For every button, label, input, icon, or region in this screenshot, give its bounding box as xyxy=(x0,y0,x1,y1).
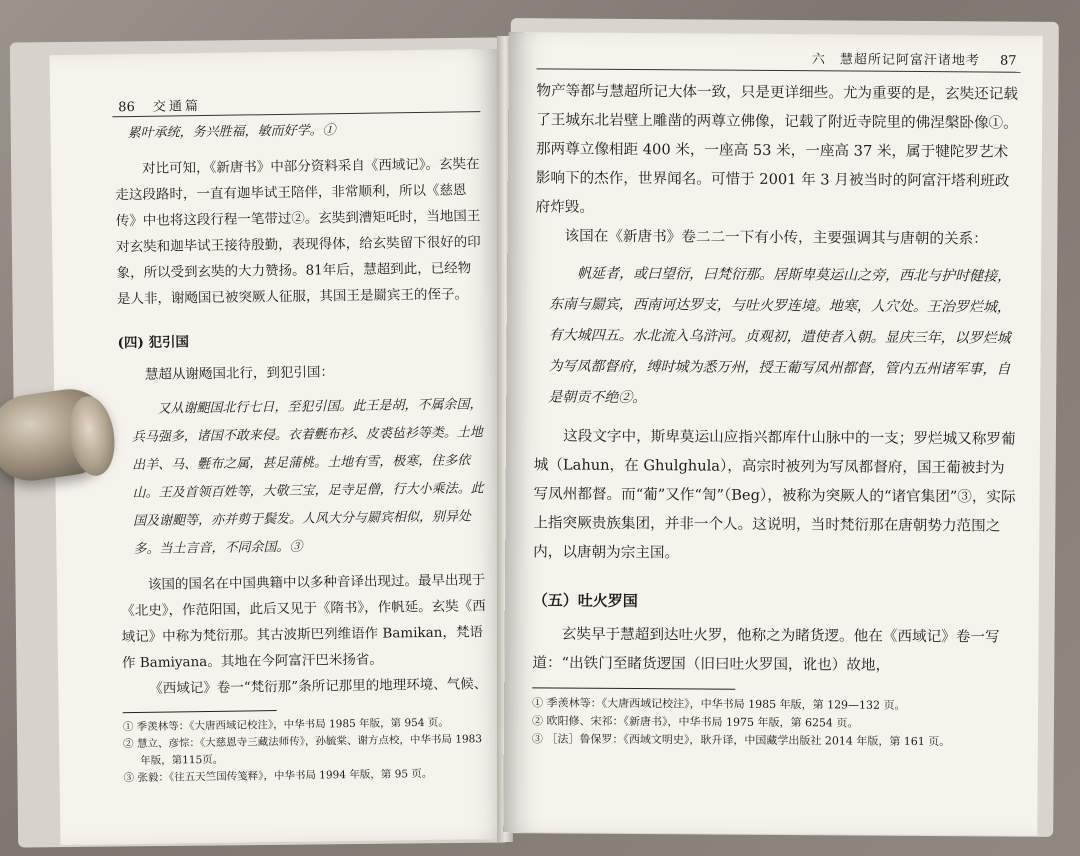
left-quote-block: 又从谢䫻国北行七日，至犯引国。此王是胡，不属余国，兵马强多，诸国不敢来侵。衣着氎布衫、皮裘毡衫等类。土地出羊、马、氎布之属，甚足蒲桃。土地有雪，极寒，住多依山。王及首领百姓等，大敬三宝，足寺足僧，行大小乘法。此国及谢䫻等，亦并剪于鬓发。人风大分与罽宾相似，别异处多。当土言音，不同余国。③ xyxy=(131,397,484,558)
left-paragraph-1: 对比可知，《新唐书》中部分资料采自《西域记》。玄奘在走这段路时，一直有迦毕试王陪伴，非常顺利，所以《慈恩传》中也将这段行程一笔带过②。玄奘到漕矩吒时，当地国王对玄奘和迦毕试王接待殷勤，表现得体，给玄奘留下很好的印象，所以受到玄奘的大力赞扬。81年后，慧超到此，已经物是人非，谢飏国已被突厥人征服，其国王是罽宾王的侄子。 xyxy=(115,156,481,308)
left-body xyxy=(114,115,489,787)
right-header-rule xyxy=(537,68,1021,72)
right-section-title: （五）吐火罗国 xyxy=(532,591,638,611)
right-paragraph-3: 这段文字中，斯卑莫运山应指兴都库什山脉中的一支；罗烂城又称罗葡城（Lahun，在 Ghulghula），高宗时被列为写凤都督府，国王葡被封为写凤州都督。而“葡”又作“訇”（Beg），被称为突厥人的“诸官集团”③，实际上指突厥贵族集团，并非一个人。这说明，当时梵衍那在唐朝势力范围之内，以唐朝为宗主国。 xyxy=(533,427,1016,562)
right-footnote-2: ② 欧阳修、宋祁：《新唐书》，中华书局 1975 年版，第 6254 页。 xyxy=(531,714,859,730)
right-page-number: 87 xyxy=(1000,53,1017,69)
left-footnote-rule xyxy=(123,710,277,713)
right-paragraph-1: 物产等都与慧超所记大体一致，只是更详细些。尤为重要的是，玄奘还记载了王城东北岩壁上雕凿的两尊立佛像，记载了附近寺院里的佛涅槃卧像①。那两尊立像相距 400 米，一座高 53 米，一座高 37 米，属于犍陀罗艺术影响下的杰作，世界闻名。可惜于 2001 年 3 月被当时的阿富汗塔利班政府炸毁。 xyxy=(535,82,1019,216)
left-page-number: 86 xyxy=(118,99,135,116)
right-paragraph-2: 该国在《新唐书》卷二二一下有小传，主要强调其与唐朝的关系： xyxy=(564,227,988,248)
left-paragraph-4: 《西域记》卷一“梵衍那”条所记那里的地理环境、气候、 xyxy=(149,676,488,697)
right-footnote-3: ③ ［法］鲁保罗：《西域文明史》，耿升译，中国藏学出版社 2014 年版，第 161 页。 xyxy=(531,732,951,749)
left-section-title: (四) 犯引国 xyxy=(117,334,190,352)
left-footnote-2: ② 慧立、彦悰：《大慈恩寺三藏法师传》，孙毓棠、谢方点校，中华书局 1983 年版，第115页。 xyxy=(123,733,483,767)
right-page xyxy=(503,32,1043,836)
right-footnote-1: ① 季羡林等：《大唐西域记校注》，中华书局 1985 年版，第 129—132 页。 xyxy=(532,696,906,712)
left-footnote-1: ① 季羡林等：《大唐西域记校注》，中华书局 1985 年版，第 954 页。 xyxy=(122,716,449,734)
left-paragraph-2: 慧超从谢飏国北行，到犯引国： xyxy=(144,364,335,383)
left-paragraph-3: 该国的国名在中国典籍中以多种音译出现过。最早出现于《北史》，作范阳国，此后又见于《隋书》，作帆延。玄奘《西域记》中称为梵衍那。其古波斯巴列维语作 Bamikan，梵语作 Bamiyana。其地在今阿富汗巴米扬省。 xyxy=(121,572,486,672)
left-page xyxy=(50,49,509,845)
left-page-header xyxy=(118,95,201,115)
right-paragraph-4: 玄奘早于慧超到达吐火罗，他称之为睹货逻。他在《西域记》卷一写道：“出铁门至睹货逻国（旧曰吐火罗国，讹也）故地， xyxy=(532,625,1000,674)
right-footnote-rule xyxy=(532,687,735,689)
left-footnote-3: ③ 张毅：《往五天竺国传笺释》，中华书局 1994 年版，第 95 页。 xyxy=(123,767,433,785)
left-quote-continued: 累叶承统，务兴胜福，敏而好学。① xyxy=(127,123,336,142)
right-page-header xyxy=(812,48,1017,68)
left-running-head: 交通篇 xyxy=(152,99,202,115)
right-quote-block: 帆延者，或曰望衍，曰梵衍那。居斯卑莫运山之旁，西北与护时健接，东南与罽宾，西南诃达罗支，与吐火罗连境。地寒，人穴处。王治罗烂城，有大城四五。水北流入乌浒河。贞观初，遣使者入朝。显庆三年，以罗烂城为写凤都督府，缚时城为悉万州，授王葡写凤州都督，管内五州诸军事，自是朝贡不绝②。 xyxy=(548,265,1012,407)
right-chapter-head: 六 慧超所记阿富汗诸地考 xyxy=(811,52,980,69)
right-body xyxy=(532,76,1021,751)
